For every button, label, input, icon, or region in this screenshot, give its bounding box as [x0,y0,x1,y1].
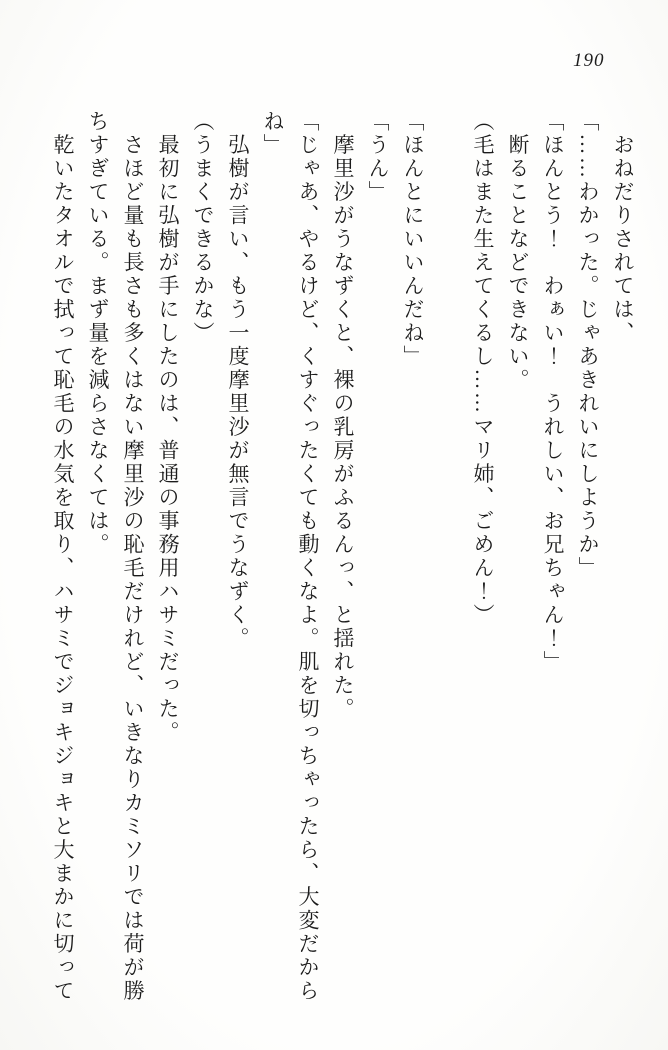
text-line: 「じゃあ、やるけど、くすぐったくても動くなよ。肌を切っちゃったら、大変だから [296,110,320,1003]
text-line: おねだりされては、 [611,110,635,345]
text-line: 「ほんとにいいんだね」 [401,110,425,369]
text-line: さほど量も長さも多くはない摩里沙の恥毛だけれど、いきなりカミソリでは荷が勝 [121,110,145,1003]
text-line: ちすぎている。まず量を減らさなくては。 [86,110,110,557]
page-number: 190 [573,50,605,71]
text-block [45,110,640,1015]
blank-line [430,110,465,1015]
text-line: （うまくできるかな） [191,110,215,345]
text-line: 「ほんとう！ わぁい！ うれしい、お兄ちゃん！」 [541,110,565,674]
text-line: 最初に弘樹が手にしたのは、普通の事務用ハサミだった。 [156,110,180,745]
text-line: （毛はまた生えてくるし……マリ姉、ごめん！） [471,110,495,627]
text-line: ね」 [261,110,285,157]
text-line: 弘樹が言い、もう一度摩里沙が無言でうなずく。 [226,110,250,651]
text-line: 乾いたタオルで拭って恥毛の水気を取り、ハサミでジョキジョキと大まかに切って [51,110,75,1003]
text-line: 摩里沙がうなずくと、裸の乳房がふるんっ、と揺れた。 [331,110,355,721]
text-line: 断ることなどできない。 [506,110,530,392]
text-line: 「……わかった。じゃあきれいにしようか」 [576,110,600,580]
text-line: 「うん」 [366,110,390,204]
